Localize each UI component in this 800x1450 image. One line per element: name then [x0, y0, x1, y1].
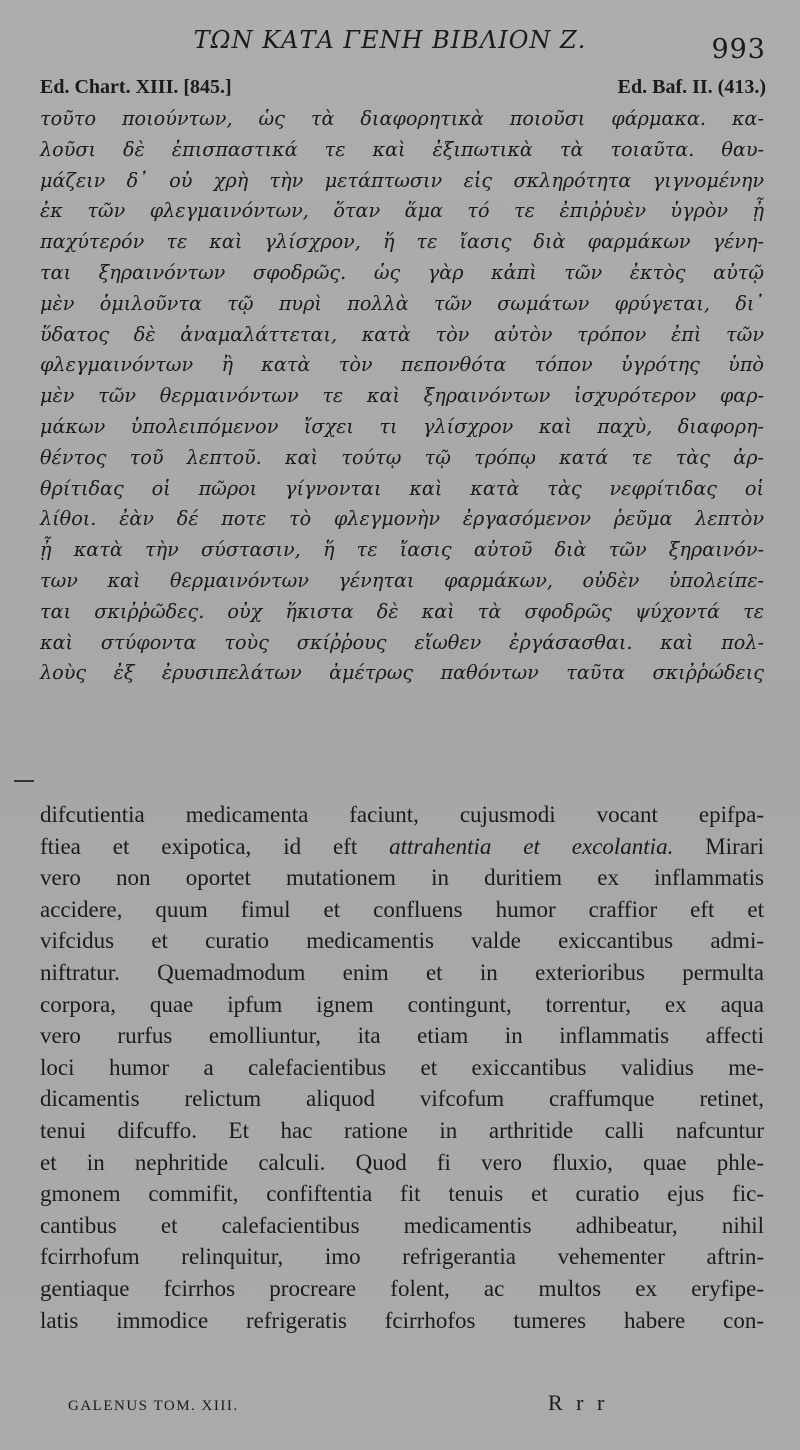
latin-line: vero non oportet mutationem in duritiem ex inflammatis [40, 865, 764, 891]
latin-line: vifcidus et curatio medicamentis valde exiccantibus admi- [40, 928, 764, 954]
greek-line: θέντος τοῦ λεπτοῦ. καὶ τούτῳ τῷ τρόπῳ κατά τε τὰς ἀρ- [40, 445, 764, 469]
greek-text-block [40, 104, 764, 689]
greek-line: θρίτιδας οἱ πῶροι γίγνονται καὶ κατὰ τὰς νεφρίτιδας οἱ [40, 476, 764, 500]
greek-line: μάζειν δ᾽ οὐ χρὴ τὴν μετάπτωσιν εἰς σκληρότητα γιγνομένην [40, 168, 764, 192]
latin-line: fcirrhofum relinquitur, imo refrigerantia vehementer aftrin- [40, 1244, 764, 1270]
greek-line: λίθοι. ἐὰν δέ ποτε τὸ φλεγμονὴν ἐργασόμενον ῥεῦμα λεπτὸν [40, 507, 764, 531]
greek-line: καὶ στύφοντα τοὺς σκίῤῥους εἴωθεν ἐργάσασθαι. καὶ πολ- [40, 630, 764, 654]
page-number: 993 [711, 34, 766, 65]
greek-line: μάκων ὑπολειπόμενον ἴσχει τι γλίσχρον καὶ παχὺ, διαφορη- [40, 414, 764, 438]
latin-italic-gloss: attrahentia et excolantia. [389, 833, 674, 859]
greek-line: ται ξηραινόντων σφοδρῶς. ὡς γὰρ κἀπὶ τῶν ἐκτὸς αὐτῷ [40, 260, 764, 284]
greek-line: φλεγμαινόντων ἢ κατὰ τὸν πεπονθότα τόπον ὑγρότης ὑπὸ [40, 353, 764, 377]
edition-reference-right: Ed. Baf. II. (413.) [617, 76, 766, 98]
latin-line: niftratur. Quemadmodum enim et in exterioribus permulta [40, 959, 764, 985]
latin-text-block [40, 799, 764, 1336]
latin-line: tenui difcuffo. Et hac ratione in arthritide calli nafcuntur [40, 1117, 764, 1143]
latin-line: accidere, quum fimul et confluens humor craffior eft et [40, 896, 764, 922]
latin-line: latis immodice refrigeratis fcirrhofos tumeres habere con- [40, 1307, 764, 1333]
latin-text: ftiea et exipotica, id eft [40, 833, 390, 859]
greek-line: παχύτερόν τε καὶ γλίσχρον, ἥ τε ἴασις διὰ φαρμάκων γένη- [40, 230, 764, 254]
edition-reference-left: Ed. Chart. XIII. [845.] [40, 76, 232, 98]
greek-line: μὲν ὁμιλοῦντα τῷ πυρὶ πολλὰ τῶν σωμάτων φρύγεται, δι᾽ [40, 291, 764, 315]
greek-line: ᾖ κατὰ τὴν σύστασιν, ἥ τε ἴασις αὐτοῦ διὰ τῶν ξηραινόν- [40, 538, 764, 562]
greek-line: τοῦτο ποιούντων, ὡς τὰ διαφορητικὰ ποιοῦσι φάρμακα. κα- [40, 107, 764, 130]
greek-line: ται σκιῤῥῶδες. οὐχ ἥκιστα δὲ καὶ τὰ σφοδρῶς ψύχοντά τε [40, 599, 764, 623]
latin-line: corpora, quae ipfum ignem contingunt, torrentur, ex aqua [40, 991, 764, 1017]
greek-line: ἐκ τῶν φλεγμαινόντων, ὅταν ἅμα τό τε ἐπιῤῥυὲν ὑγρὸν ᾖ [40, 199, 764, 223]
latin-line: et in nephritide calculi. Quod fi vero fluxio, quae phle- [40, 1149, 764, 1175]
greek-line: μὲν τῶν θερμαινόντων τε καὶ ξηραινόντων ἰσχυρότερον φαρ- [40, 384, 764, 408]
latin-line: gentiaque fcirrhos procreare folent, ac multos ex eryfipe- [40, 1275, 764, 1301]
greek-line: των καὶ θερμαινόντων γένηται φαρμάκων, οὐδὲν ὑπολείπε- [40, 568, 764, 592]
latin-line: cantibus et calefacientibus medicamentis adhibeatur, nihil [40, 1212, 764, 1238]
greek-line: λοὺς ἐξ ἐρυσιπελάτων ἀμέτρως παθόντων ταῦτα σκιῤῥώδεις [40, 661, 764, 685]
running-head: ΤΩΝ ΚΑΤΑ ΓΕΝΗ ΒΙΒΛΙΟΝ Ζ. [193, 26, 587, 54]
latin-text: Mirari [673, 833, 764, 859]
latin-line [40, 831, 764, 863]
latin-line: loci humor a calefacientibus et exiccantibus validius me- [40, 1054, 764, 1080]
greek-line: ὕδατος δὲ ἀναμαλάττεται, κατὰ τὸν αὐτὸν τρόπον ἐπὶ τῶν [40, 322, 764, 346]
latin-line: vero rurfus emolliuntur, ita etiam in inflammatis affecti [40, 1023, 764, 1049]
margin-mark [14, 780, 34, 782]
latin-line: dicamentis relictum aliquod vifcofum craffumque retinet, [40, 1086, 764, 1112]
latin-line: difcutientia medicamenta faciunt, cujusmodi vocant epifpa- [40, 802, 764, 827]
latin-line: gmonem commifit, confiftentia fit tenuis et curatio ejus fic- [40, 1181, 764, 1207]
greek-line: λοῦσι δὲ ἐπισπαστικά τε καὶ ἐξιπωτικὰ τὰ τοιαῦτα. θαυ- [40, 137, 764, 161]
signature-line: GALENUS TOM. XIII. [68, 1398, 239, 1414]
signature-mark: R r r [548, 1390, 609, 1415]
